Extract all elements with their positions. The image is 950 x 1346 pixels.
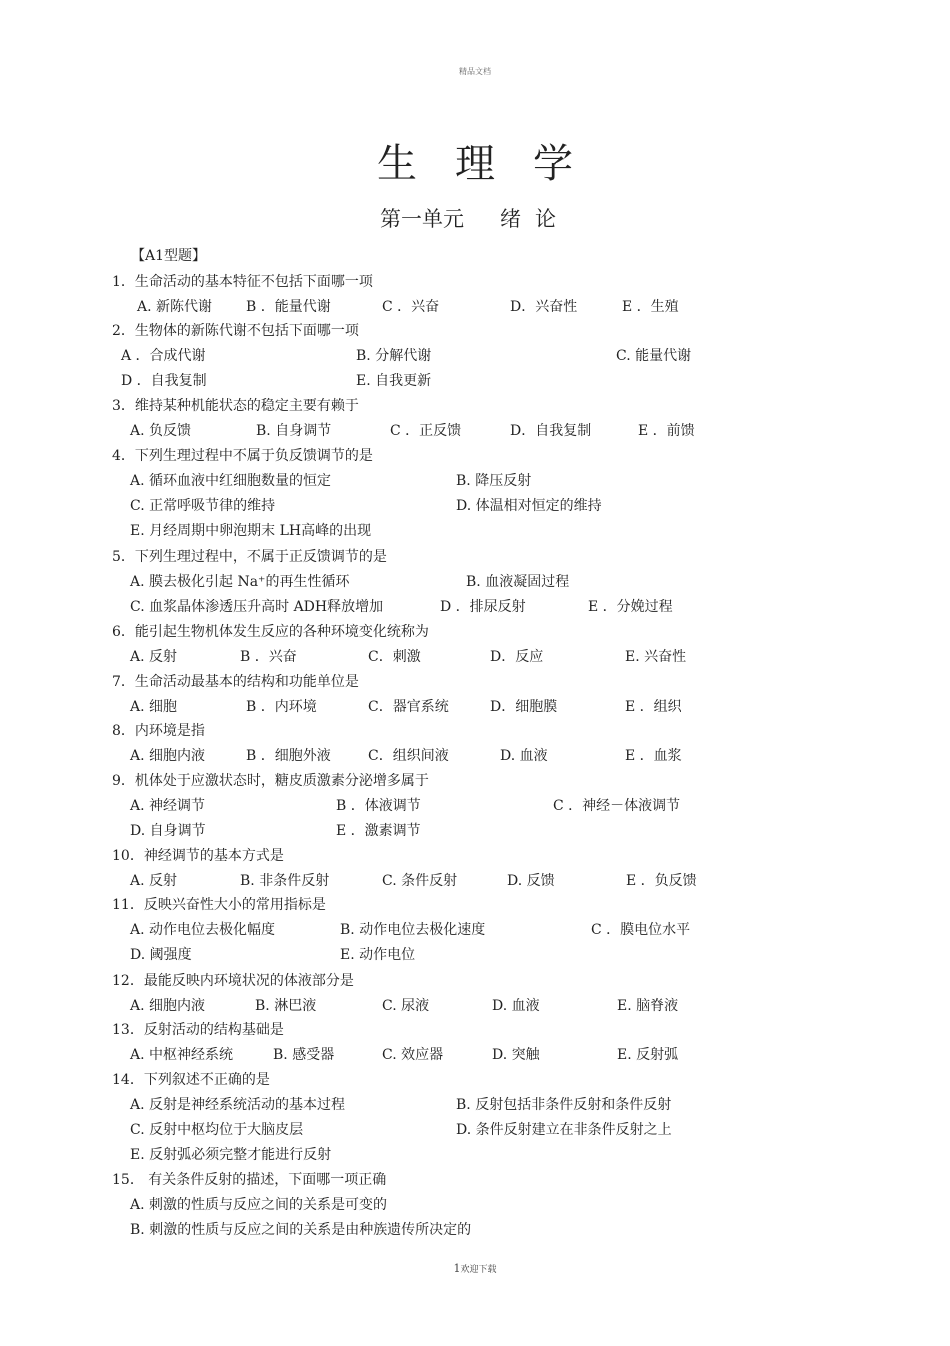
answer-option: E ．激素调节: [336, 823, 421, 839]
answer-option: C ．膜电位水平: [591, 922, 691, 938]
answer-option: C. 尿液: [382, 998, 430, 1014]
answer-option: E. 月经周期中卵泡期末 LH高峰的出现: [130, 523, 372, 539]
question-stem: 8．内环境是指: [112, 723, 205, 739]
answer-option: A. 负反馈: [130, 423, 192, 439]
answer-option: B. 非条件反射: [240, 873, 330, 889]
answer-option: C. 能量代谢: [616, 348, 692, 364]
answer-option: E ．血浆: [625, 748, 682, 764]
question-stem: 14．下列叙述不正确的是: [112, 1072, 270, 1088]
document-title: 生理学: [377, 141, 611, 187]
answer-option: C．刺激: [368, 649, 421, 665]
answer-option: C. 条件反射: [382, 873, 458, 889]
answer-option: E. 兴奋性: [625, 649, 687, 665]
answer-option: D. 血液: [500, 748, 548, 764]
answer-option: B ．兴奋: [240, 649, 297, 665]
question-stem: 10．神经调节的基本方式是: [112, 848, 284, 864]
answer-option: E. 脑脊液: [617, 998, 679, 1014]
answer-option: B. 刺激的性质与反应之间的关系是由种族遗传所决定的: [130, 1222, 472, 1238]
answer-option: D．细胞膜: [490, 699, 558, 715]
question-stem: 11．反映兴奋性大小的常用指标是: [112, 897, 326, 913]
unit-name: 绪论: [500, 207, 570, 231]
answer-option: A. 中枢神经系统: [130, 1047, 234, 1063]
unit-label: 第一单元: [380, 207, 464, 231]
answer-option: C. 反射中枢均位于大脑皮层: [130, 1122, 304, 1138]
answer-option: A. 循环血液中红细胞数量的恒定: [130, 473, 332, 489]
answer-option: E ．组织: [625, 699, 682, 715]
answer-option: C ．神经－体液调节: [553, 798, 681, 814]
answer-option: B. 反射包括非条件反射和条件反射: [456, 1097, 672, 1113]
answer-option: D. 体温相对恒定的维持: [456, 498, 602, 514]
answer-option: D. 自身调节: [130, 823, 206, 839]
answer-option: D．兴奋性: [510, 299, 578, 315]
answer-option: A. 动作电位去极化幅度: [130, 922, 276, 938]
page-number: 1: [453, 1262, 461, 1275]
footer-text: 欢迎下载: [460, 1265, 497, 1275]
answer-option: C ．兴奋: [382, 299, 440, 315]
answer-option: E ．负反馈: [626, 873, 697, 889]
answer-option: B ．体液调节: [336, 798, 421, 814]
answer-option: A. 膜去极化引起 Na⁺的再生性循环: [130, 574, 350, 590]
question-stem: 1．生命活动的基本特征不包括下面哪一项: [112, 274, 373, 290]
answer-option: B. 分解代谢: [356, 348, 432, 364]
answer-option: B. 自身调节: [256, 423, 332, 439]
answer-option: D. 血液: [492, 998, 540, 1014]
answer-option: E ．分娩过程: [588, 599, 673, 615]
question-stem: 4．下列生理过程中不属于负反馈调节的是: [112, 448, 373, 464]
answer-option: C．组织间液: [368, 748, 449, 764]
answer-option: D. 条件反射建立在非条件反射之上: [456, 1122, 672, 1138]
question-stem: 9．机体处于应激状态时，糖皮质激素分泌增多属于: [112, 773, 429, 789]
header-tag: 精品文档: [459, 67, 491, 76]
answer-option: B. 血液凝固过程: [466, 574, 570, 590]
answer-option: C．器官系统: [368, 699, 449, 715]
answer-option: B ．细胞外液: [246, 748, 331, 764]
answer-option: B. 降压反射: [456, 473, 532, 489]
answer-option: A. 细胞内液: [130, 748, 206, 764]
answer-option: E. 反射弧必须完整才能进行反射: [130, 1147, 332, 1163]
answer-option: D．反应: [490, 649, 544, 665]
question-stem: 2．生物体的新陈代谢不包括下面哪一项: [112, 323, 359, 339]
question-stem: 7．生命活动最基本的结构和功能单位是: [112, 674, 359, 690]
question-stem: 13．反射活动的结构基础是: [112, 1022, 284, 1038]
answer-option: E. 自我更新: [356, 373, 432, 389]
answer-option: C. 正常呼吸节律的维持: [130, 498, 276, 514]
answer-option: A. 新陈代谢: [137, 299, 213, 315]
question-stem: 6．能引起生物机体发生反应的各种环境变化统称为: [112, 624, 429, 640]
answer-option: D．自我复制: [510, 423, 592, 439]
section-heading: 【A1型题】: [131, 248, 207, 264]
question-stem: 5．下列生理过程中，不属于正反馈调节的是: [112, 549, 387, 565]
question-stem: 12．最能反映内环境状况的体液部分是: [112, 973, 354, 989]
answer-option: B ．能量代谢: [246, 299, 331, 315]
answer-option: E ．前馈: [638, 423, 695, 439]
answer-option: A. 神经调节: [130, 798, 206, 814]
answer-option: A. 反射是神经系统活动的基本过程: [130, 1097, 346, 1113]
answer-option: D. 反馈: [507, 873, 555, 889]
answer-option: D. 突触: [492, 1047, 540, 1063]
answer-option: A ．合成代谢: [121, 348, 206, 364]
answer-option: A. 反射: [130, 649, 178, 665]
answer-option: C ．正反馈: [390, 423, 462, 439]
question-stem: 3．维持某种机能状态的稳定主要有赖于: [112, 398, 359, 414]
answer-option: E. 反射弧: [617, 1047, 679, 1063]
answer-option: B. 动作电位去极化速度: [340, 922, 486, 938]
answer-option: E ．生殖: [622, 299, 679, 315]
question-stem: 15． 有关条件反射的描述，下面哪一项正确: [112, 1172, 387, 1188]
answer-option: D ．排尿反射: [440, 599, 526, 615]
answer-option: C. 血浆晶体渗透压升高时 ADH释放增加: [130, 599, 384, 615]
answer-option: E. 动作电位: [340, 947, 416, 963]
answer-option: D. 阈强度: [130, 947, 192, 963]
answer-option: A. 反射: [130, 873, 178, 889]
answer-option: C. 效应器: [382, 1047, 444, 1063]
answer-option: B ．内环境: [246, 699, 317, 715]
answer-option: D ．自我复制: [121, 373, 207, 389]
unit-subtitle: [0, 203, 950, 233]
answer-option: A. 刺激的性质与反应之间的关系是可变的: [130, 1197, 388, 1213]
answer-option: B. 感受器: [273, 1047, 335, 1063]
answer-option: A. 细胞内液: [130, 998, 206, 1014]
page-footer: [0, 1262, 950, 1275]
answer-option: A. 细胞: [130, 699, 178, 715]
answer-option: B. 淋巴液: [255, 998, 317, 1014]
